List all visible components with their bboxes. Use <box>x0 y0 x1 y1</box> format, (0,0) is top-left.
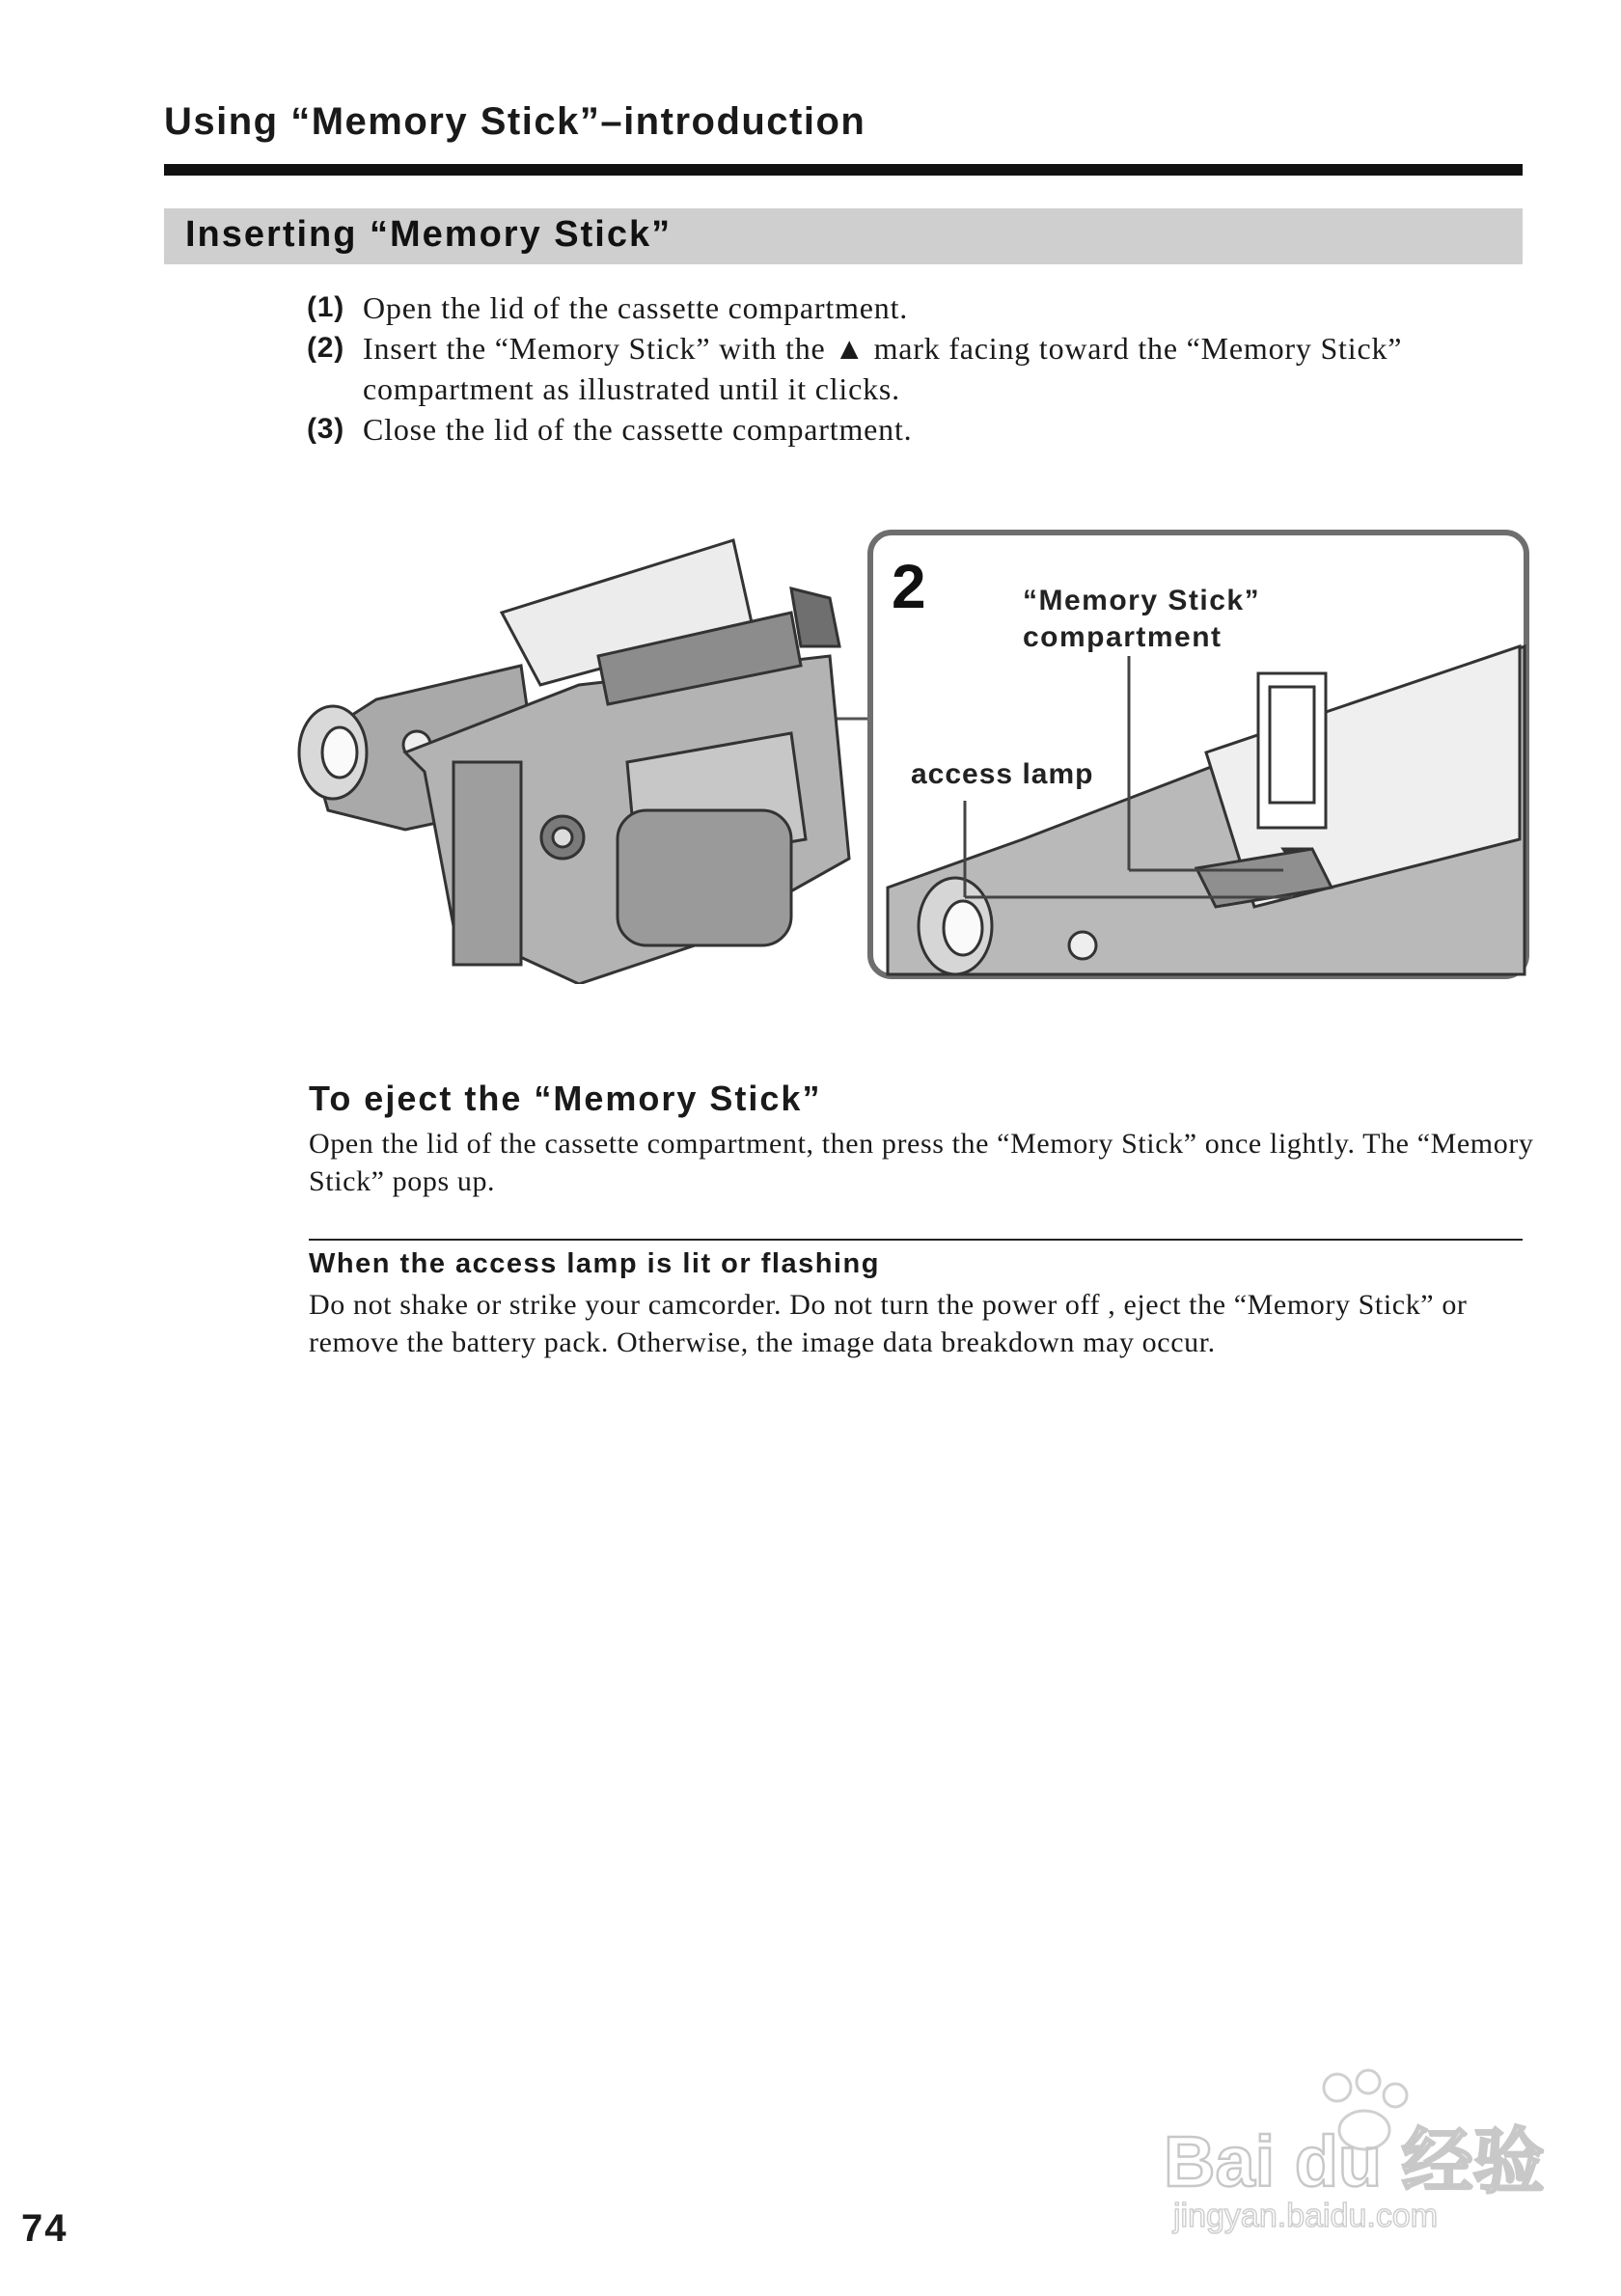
step-number: (3) <box>307 413 345 445</box>
step-list <box>307 287 1532 450</box>
note-heading: When the access lamp is lit or flashing <box>309 1248 880 1279</box>
eject-heading: To eject the “Memory Stick” <box>309 1079 822 1118</box>
compartment-label: “Memory Stick” <box>1023 585 1261 616</box>
step-number: (1) <box>307 291 345 323</box>
step-item <box>307 287 1532 328</box>
camcorder-drawing <box>299 540 849 984</box>
section-heading-bar <box>164 208 1523 264</box>
step-item <box>307 409 1532 450</box>
watermark-logo <box>1154 2061 1559 2234</box>
step-text: Insert the “Memory Stick” with the ▲ mark facing toward the “Memory Stick” compartment as illustrated until it clicks. <box>363 331 1403 406</box>
step-text: Close the lid of the cassette compartment. <box>363 412 913 447</box>
note-body-text: Do not shake or strike your camcorder. Do not turn the power off , eject the “Memory Stick” or remove the battery pack. Otherwise, the image data breakdown may occur. <box>309 1289 1468 1358</box>
step-number: (2) <box>307 332 345 364</box>
section-title: Inserting “Memory Stick” <box>185 214 673 255</box>
access-lamp-label: access lamp <box>911 758 1094 790</box>
page-number: 74 <box>21 2207 69 2250</box>
step-text: Open the lid of the cassette compartment. <box>363 290 909 325</box>
page-header-title: Using “Memory Stick”–introduction <box>164 100 866 143</box>
watermark-url: jingyan.baidu.com <box>1173 2198 1439 2234</box>
watermark-brand: Bai du 经验 <box>1164 2121 1545 2201</box>
step-item <box>307 328 1532 409</box>
note-divider <box>309 1239 1523 1241</box>
header-rule <box>164 164 1523 176</box>
compartment-label-line2: compartment <box>1023 621 1223 653</box>
camcorder-illustration <box>289 521 1534 984</box>
figure-step-label: 2 <box>892 552 926 621</box>
eject-body-text: Open the lid of the cassette compartment, then press the “Memory Stick” once lightly. The “Memory Stick” pops up. <box>309 1128 1534 1197</box>
